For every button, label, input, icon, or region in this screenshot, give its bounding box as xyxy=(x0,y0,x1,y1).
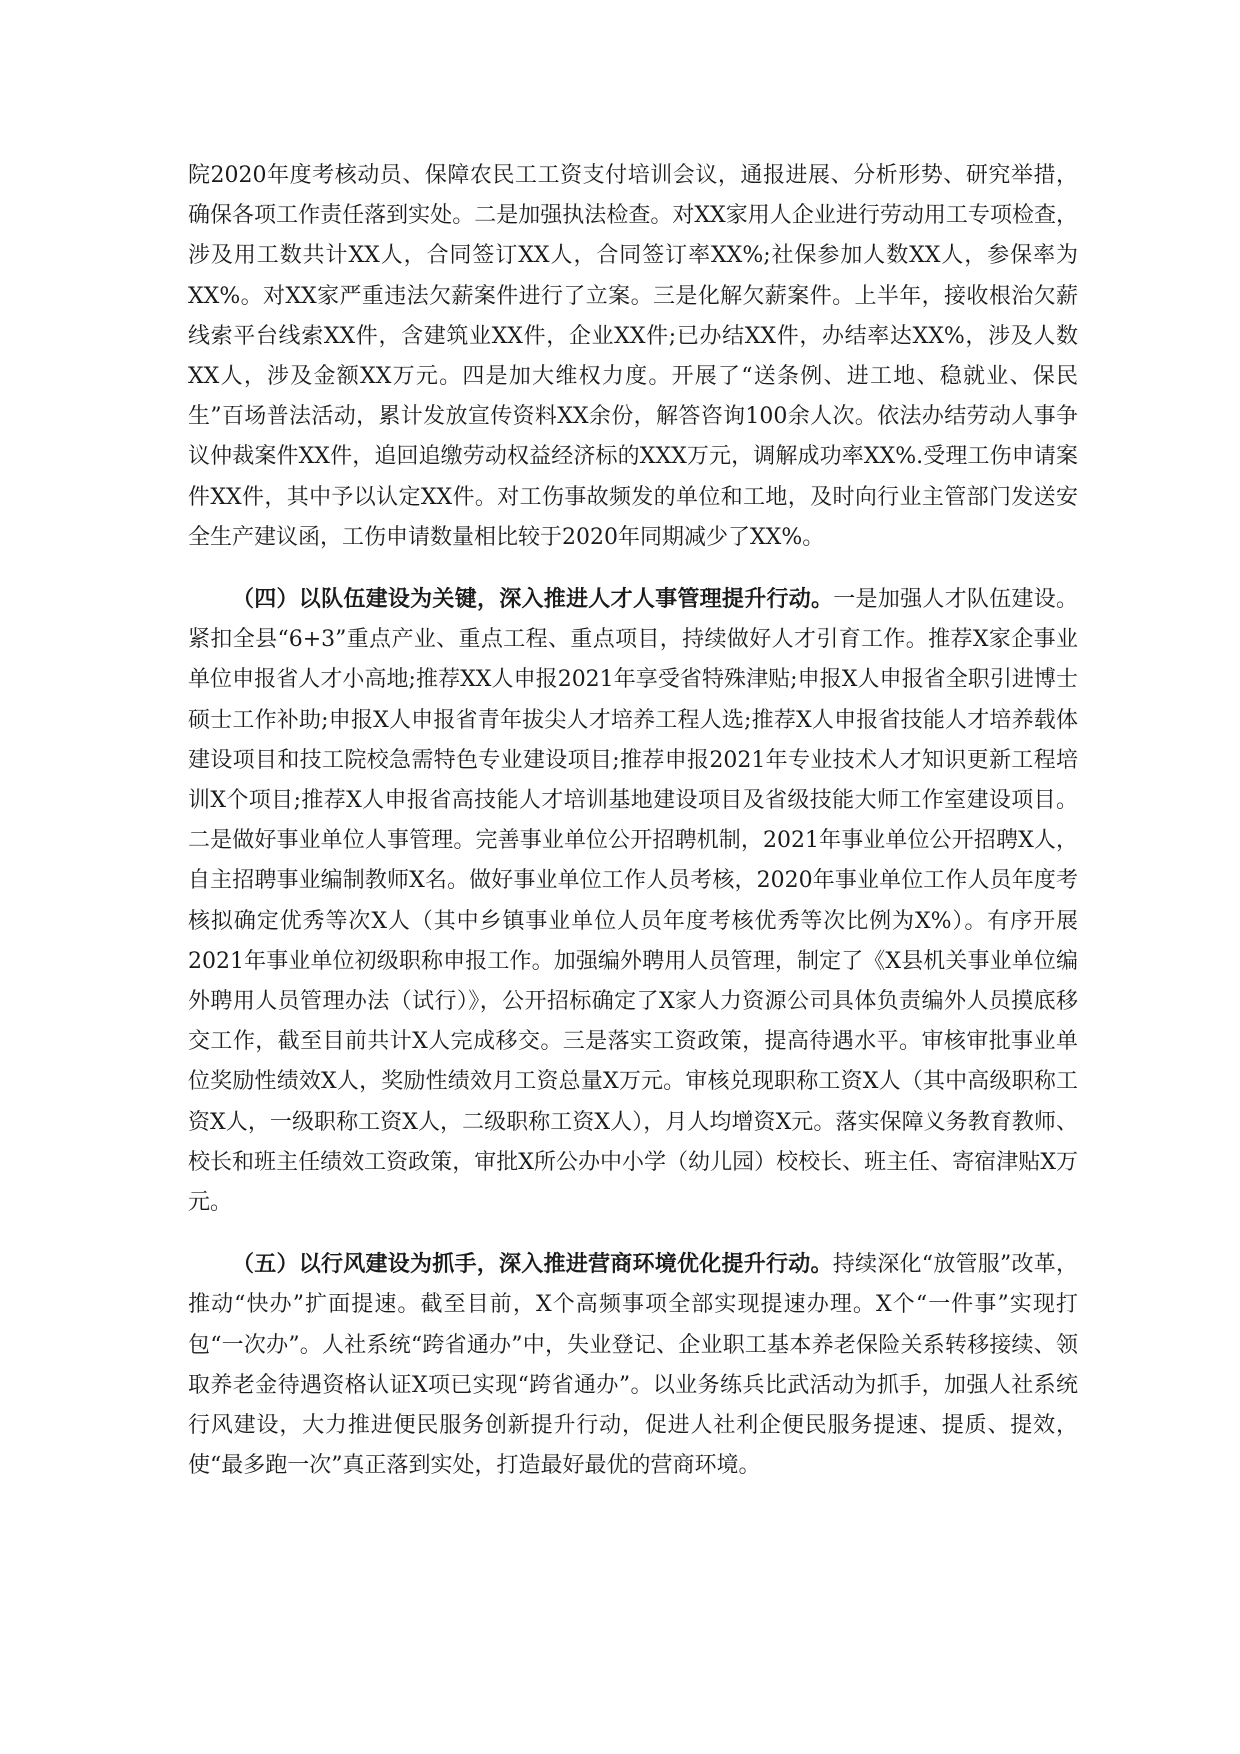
paragraph-section-five xyxy=(188,1245,1078,1486)
section-heading: （四）以队伍建设为关键，深入推进人才人事管理提升行动。 xyxy=(232,587,834,613)
paragraph-continued xyxy=(188,156,1078,558)
paragraph-text: 院2020年度考核动员、保障农民工工资支付培训会议，通报进展、分析形势、研究举措，确保各项工作责任落到实处。二是加强执法检查。对XX家用人企业进行劳动用工专项检查，涉及用工数共计XX人，合同签订XX人，合同签订率XX%;社保参加人数XX人，参保率为XX%。对XX家严重违法欠薪案件进行了立案。三是化解欠薪案件。上半年，接收根治欠薪线索平台线索XX件，含建筑业XX件，企业XX件;已办结XX件，办结率达XX%，涉及人数XX人，涉及金额XX万元。四是加大维权力度。开展了“送条例、进工地、稳就业、保民生”百场普法活动，累计发放宣传资料XX余份，解答咨询100余人次。依法办结劳动人事争议仲裁案件XX件，追回追缴劳动权益经济标的XXX万元，调解成功率XX%.受理工伤申请案件XX件，其中予以认定XX件。对工伤事故频发的单位和工地，及时向行业主管部门发送安全生产建议函，工伤申请数量相比较于2020年同期减少了XX%。 xyxy=(188,163,1078,550)
document-body xyxy=(188,156,1078,1487)
paragraph-gap xyxy=(188,558,1078,580)
section-heading: （五）以行风建设为抓手，深入推进营商环境优化提升行动。 xyxy=(232,1252,833,1278)
paragraph-text: 一是加强人才队伍建设。紧扣全县“6+3”重点产业、重点工程、重点项目，持续做好人才引育工作。推荐X家企事业单位申报省人才小高地;推荐XX人申报2021年享受省特殊津贴;申报X人申报省全职引进博士硕士工作补助;申报X人申报省青年拔尖人才培养工程人选;推荐X人申报省技能人才培养载体建设项目和技工院校急需特色专业建设项目;推荐申报2021年专业技术人才知识更新工程培训X个项目;推荐X人申报省高技能人才培训基地建设项目及省级技能大师工作室建设项目。二是做好事业单位人事管理。完善事业单位公开招聘机制，2021年事业单位公开招聘X人，自主招聘事业编制教师X名。做好事业单位工作人员考核，2020年事业单位工作人员年度考核拟确定优秀等次X人（其中乡镇事业单位人员年度考核优秀等次比例为X%）。有序开展2021年事业单位初级职称申报工作。加强编外聘用人员管理，制定了《X县机关事业单位编外聘用人员管理办法（试行）》，公开招标确定了X家人力资源公司具体负责编外人员摸底移交工作，截至目前共计X人完成移交。三是落实工资政策，提高待遇水平。审核审批事业单位奖励性绩效X人，奖励性绩效月工资总量X万元。审核兑现职称工资X人（其中高级职称工资X人，一级职称工资X人，二级职称工资X人），月人均增资X元。落实保障义务教育教师、校长和班主任绩效工资政策，审批X所公办中小学（幼儿园）校校长、班主任、寄宿津贴X万元。 xyxy=(188,587,1078,1216)
paragraph-section-four xyxy=(188,580,1078,1223)
paragraph-gap xyxy=(188,1223,1078,1245)
paragraph-text: 持续深化“放管服”改革，推动“快办”扩面提速。截至目前，X个高频事项全部实现提速办理。X个“一件事”实现打包“一次办”。人社系统“跨省通办”中，失业登记、企业职工基本养老保险关系转移接续、领取养老金待遇资格认证X项已实现“跨省通办”。以业务练兵比武活动为抓手，加强人社系统行风建设，大力推进便民服务创新提升行动，促进人社利企便民服务提速、提质、提效，使“最多跑一次”真正落到实处，打造最好最优的营商环境。 xyxy=(188,1252,1078,1479)
